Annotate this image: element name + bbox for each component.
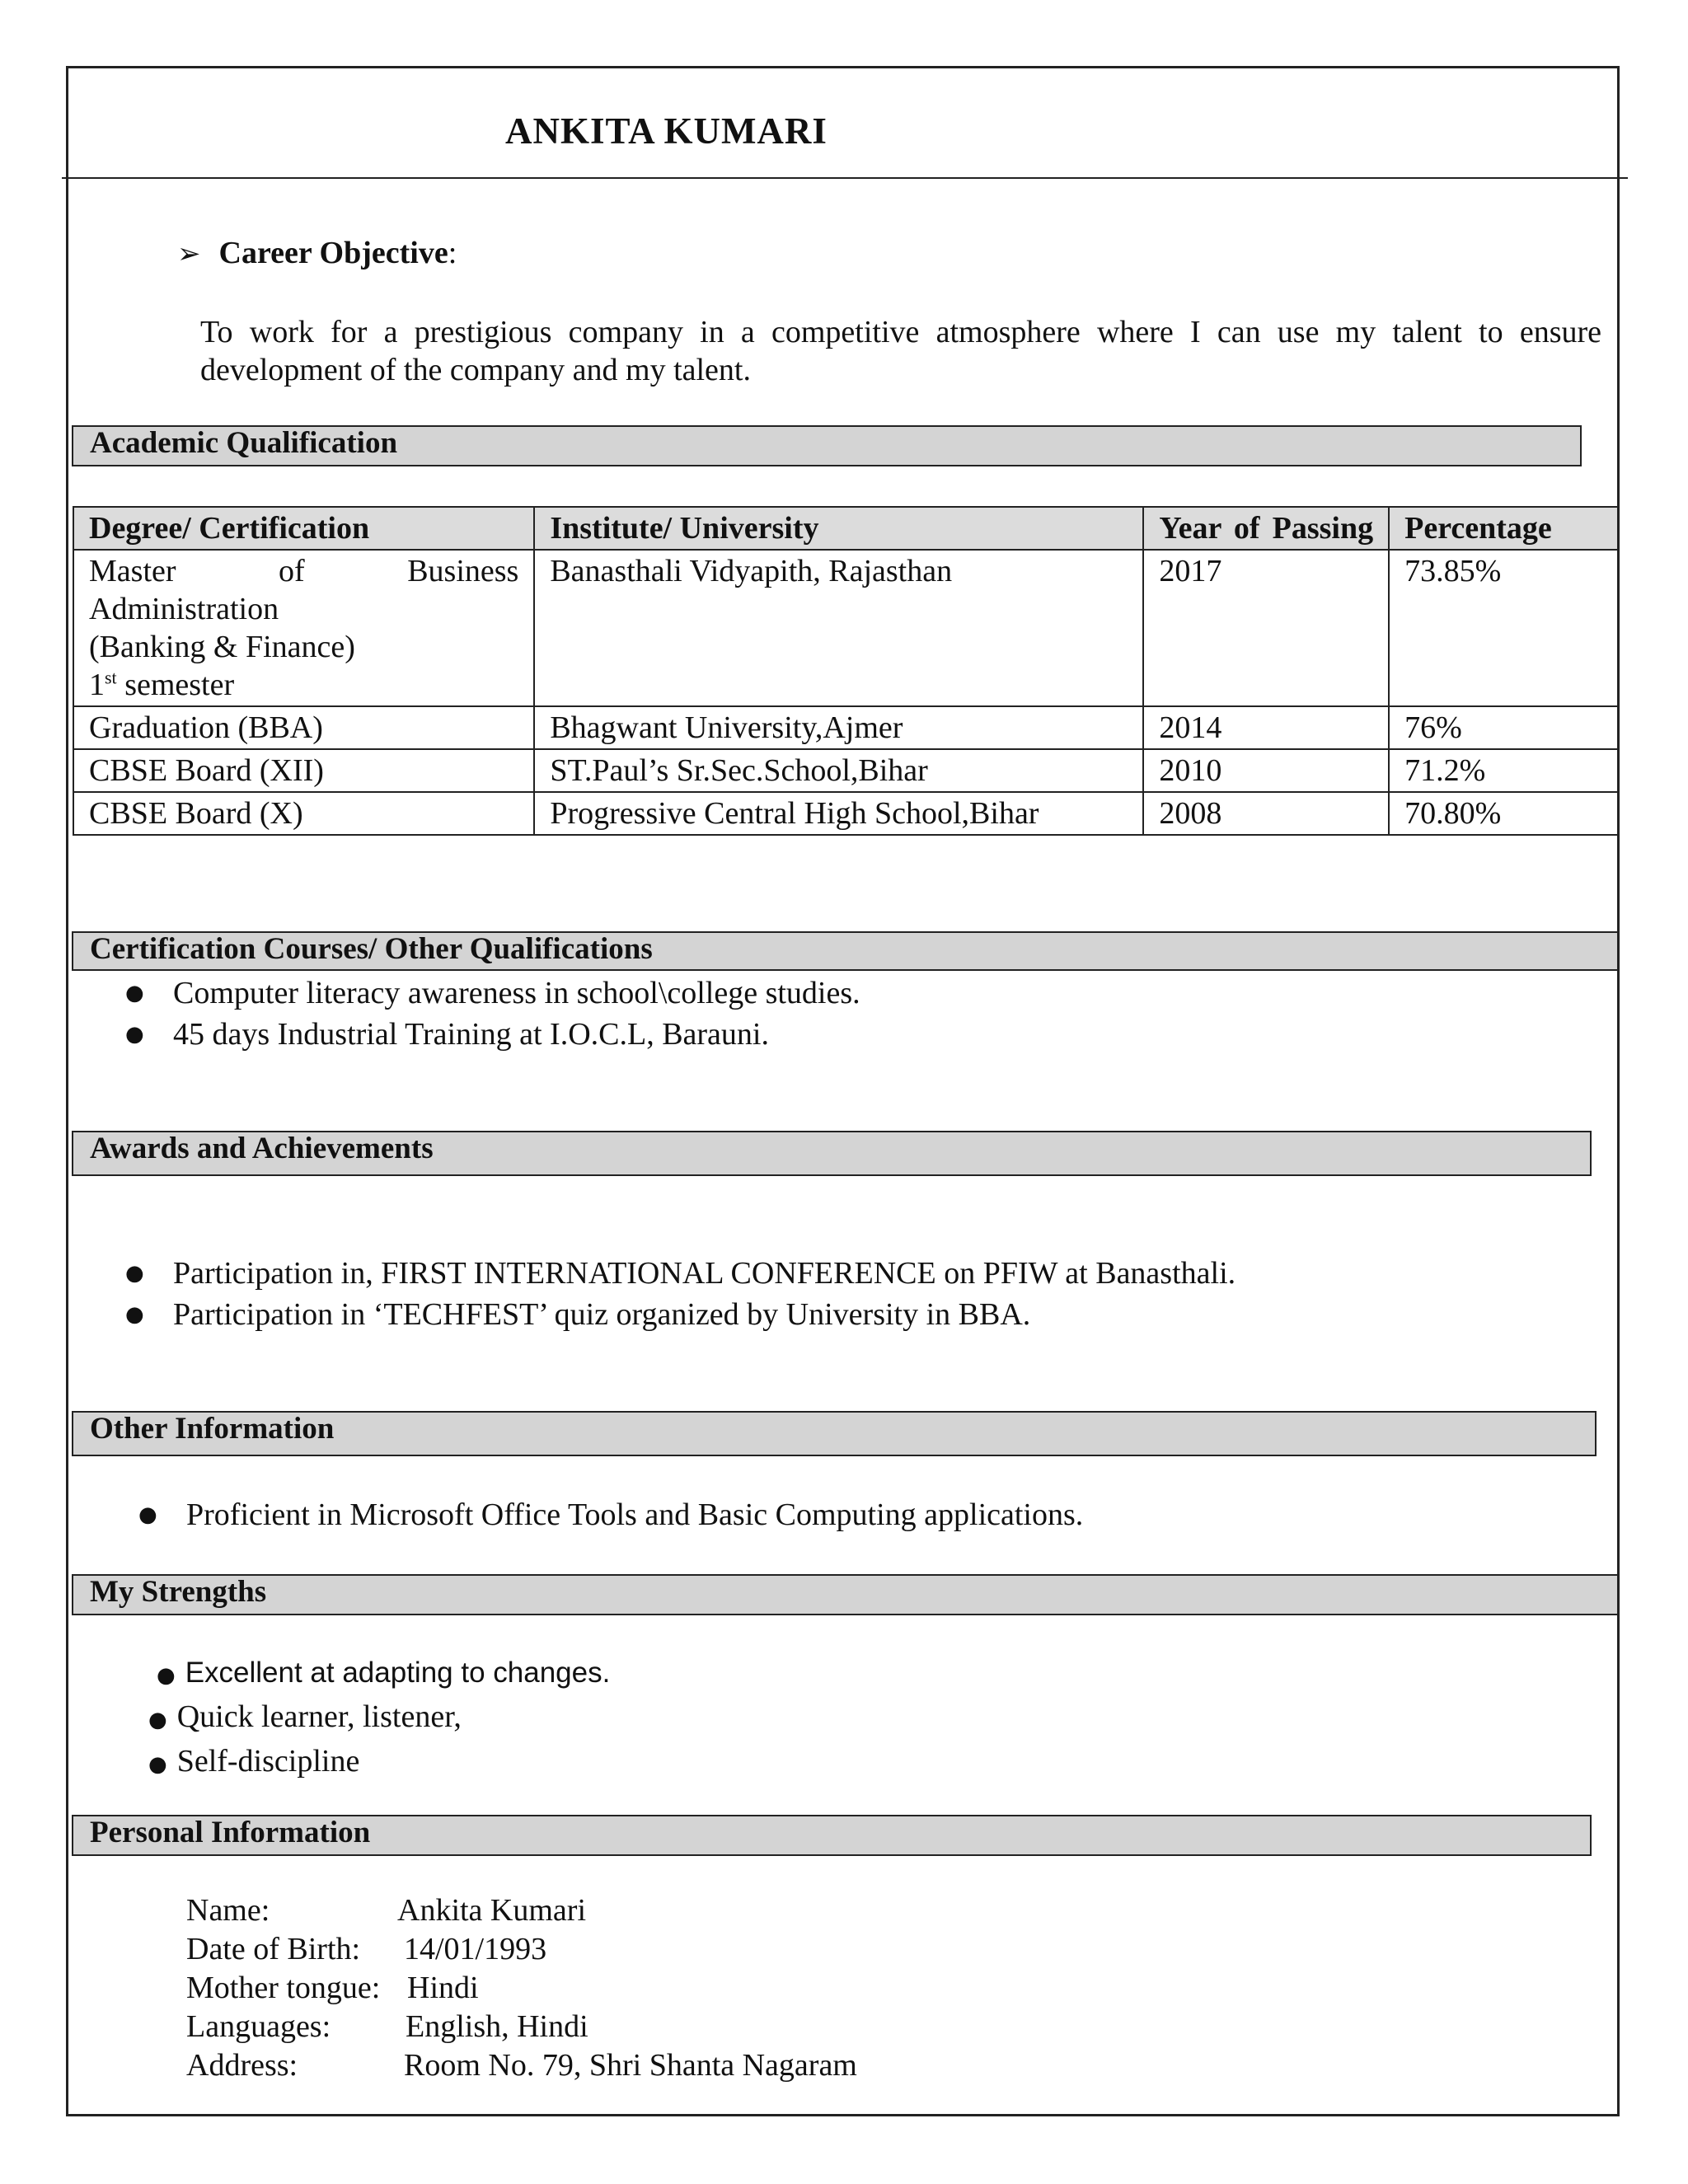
field-label: Languages:: [186, 2009, 331, 2044]
table-header-row: [73, 507, 1618, 550]
field-label: Date of Birth:: [186, 1932, 361, 1966]
bullet-icon: ●: [148, 1708, 167, 1732]
certification-heading: Certification Courses/ Other Qualifications: [90, 932, 653, 966]
field-value: Hindi: [407, 1971, 479, 2005]
list-item-text: Quick learner, listener,: [176, 1699, 462, 1734]
bullet-icon: ●: [138, 1502, 157, 1527]
certification-heading-bar: [72, 931, 1619, 971]
other-info-heading-bar: [72, 1411, 1597, 1456]
personal-heading: Personal Information: [90, 1816, 371, 1849]
field-value: English, Hindi: [406, 2009, 588, 2044]
list-item-text: Participation in, FIRST INTERNATIONAL CONFERENCE on PFIW at Banasthali.: [173, 1256, 1236, 1291]
column-header-institute: Institute/ University: [534, 507, 1143, 550]
field-value: Ankita Kumari: [397, 1893, 587, 1928]
column-header-percentage: Percentage: [1389, 507, 1618, 550]
other-info-list: [138, 1494, 1084, 1535]
field-label: Address:: [186, 2048, 298, 2083]
list-item: [125, 1253, 1236, 1294]
arrow-bullet-icon: ➢: [177, 237, 201, 270]
personal-heading-bar: [72, 1815, 1592, 1856]
table-row: [73, 550, 1618, 706]
field-value: 14/01/1993: [404, 1932, 547, 1966]
institute-cell: Bhagwant University,Ajmer: [534, 706, 1143, 749]
bullet-icon: ●: [157, 1663, 176, 1688]
list-item-text: Self-discipline: [176, 1744, 360, 1779]
academic-heading: Academic Qualification: [90, 426, 398, 460]
list-item-text: Proficient in Microsoft Office Tools and Basic Computing applications.: [186, 1497, 1084, 1532]
field-value: Room No. 79, Shri Shanta Nagaram: [404, 2048, 857, 2083]
institute-cell: Progressive Central High School,Bihar: [534, 792, 1143, 835]
bullet-icon: ●: [125, 1302, 144, 1327]
bullet-icon: ●: [125, 981, 144, 1005]
certification-list: [125, 972, 860, 1055]
year-cell: 2010: [1143, 749, 1389, 792]
percentage-cell: 71.2%: [1389, 749, 1618, 792]
year-cell: 2014: [1143, 706, 1389, 749]
institute-cell: Banasthali Vidyapith, Rajasthan: [534, 550, 1143, 706]
semester-label: semester: [116, 668, 235, 702]
career-objective-label: Career Objective: [218, 236, 448, 270]
year-cell: 2017: [1143, 550, 1389, 706]
strengths-heading-bar: [72, 1574, 1619, 1615]
column-header-year: Year of Passing: [1143, 507, 1389, 550]
institute-cell: ST.Paul’s Sr.Sec.School,Bihar: [534, 749, 1143, 792]
degree-cell: CBSE Board (XII): [73, 749, 534, 792]
bullet-icon: ●: [148, 1752, 167, 1777]
bullet-icon: ●: [125, 1261, 144, 1286]
academic-heading-bar: [72, 425, 1582, 466]
list-item-text: Computer literacy awareness in school\college studies.: [173, 976, 860, 1010]
awards-heading-bar: [72, 1131, 1592, 1176]
year-cell: 2008: [1143, 792, 1389, 835]
table-row: [73, 706, 1618, 749]
table-row: [73, 792, 1618, 835]
list-item: [125, 1294, 1236, 1335]
degree-line: (Banking & Finance): [89, 630, 355, 664]
awards-list: [125, 1253, 1236, 1335]
list-item: [138, 1494, 1084, 1535]
other-info-heading: Other Information: [90, 1412, 335, 1446]
degree-cell: Graduation (BBA): [73, 706, 534, 749]
list-item-text: Excellent at adapting to changes.: [185, 1657, 611, 1689]
column-header-degree: Degree/ Certification: [73, 507, 534, 550]
career-objective-heading: [177, 235, 457, 271]
list-item-text: Participation in ‘TECHFEST’ quiz organized by University in BBA.: [173, 1297, 1031, 1332]
percentage-cell: 76%: [1389, 706, 1618, 749]
candidate-name: ANKITA KUMARI: [505, 110, 828, 152]
awards-heading: Awards and Achievements: [90, 1132, 434, 1165]
list-item: [157, 1652, 610, 1696]
field-label: Mother tongue:: [186, 1971, 381, 2005]
percentage-cell: 73.85%: [1389, 550, 1618, 706]
list-item-text: 45 days Industrial Training at I.O.C.L, Barauni.: [173, 1017, 769, 1052]
ordinal-suffix: st: [105, 667, 117, 688]
degree-line: [89, 666, 518, 704]
degree-cell: [73, 550, 534, 706]
career-objective-text: To work for a prestigious company in a competitive atmosphere where I can use my talent to ensure development of the company and my talent.: [200, 315, 1601, 387]
bullet-icon: ●: [125, 1022, 144, 1047]
degree-line: Master of Business Administration: [89, 554, 519, 626]
field-label: Name:: [186, 1893, 270, 1928]
career-objective-colon: :: [448, 236, 457, 270]
degree-cell: CBSE Board (X): [73, 792, 534, 835]
list-item: [148, 1696, 610, 1741]
strengths-heading: My Strengths: [90, 1575, 267, 1609]
strengths-list: [148, 1652, 610, 1785]
semester-number: 1: [89, 668, 105, 702]
list-item: [125, 1014, 860, 1055]
list-item: [148, 1741, 610, 1785]
percentage-cell: 70.80%: [1389, 792, 1618, 835]
list-item: [125, 972, 860, 1014]
academic-table: [73, 506, 1619, 836]
table-row: [73, 749, 1618, 792]
header-divider: [62, 177, 1628, 179]
